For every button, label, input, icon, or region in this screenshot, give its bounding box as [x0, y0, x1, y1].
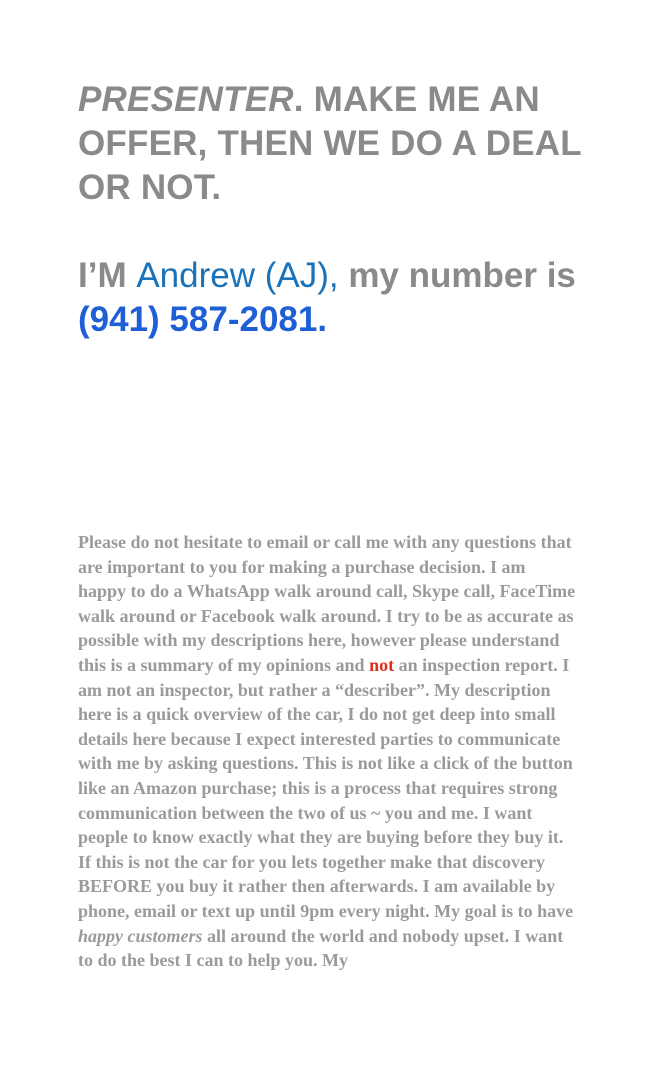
description-highlight-not: not [369, 654, 395, 675]
seller-name: Andrew (AJ), [136, 256, 339, 295]
headline [78, 78, 638, 210]
contact-line [78, 254, 648, 342]
description-paragraph [78, 530, 578, 973]
description-part-3: all around the world and nobody upset. I want to do the best I can to help you. My [78, 925, 564, 971]
description-part-2: an inspection report. I am not an inspector, but rather a “describer”. My description here is a quick overview of the car, I do not get deep into small details here because I expect interested parties to communicate with me by asking questions. This is not like a click of the button like an Amazon purchase; this is a process that requires strong communication between the two of us ~ you and me. I want people to know exactly what they are buying before they buy it. If this is not the car for you lets together make that discovery BEFORE you buy it rather then afterwards. I am available by phone, email or text up until 9pm every night. My goal is to have [78, 654, 574, 921]
description-part-1: Please do not hesitate to email or call me with any questions that are important to you for making a purchase decision. I am happy to do a WhatsApp walk around call, Skype call, FaceTime walk around or Facebook walk around. I try to be as accurate as possible with my descriptions here, however please understand this is a summary of my opinions and [78, 532, 576, 675]
headline-role: PRESENTER [78, 80, 294, 119]
headline-text: . MAKE ME AN OFFER, THEN WE DO A DEAL OR NOT. [78, 80, 582, 207]
phone-number[interactable]: (941) 587-2081. [78, 300, 328, 339]
contact-middle: my number is [338, 256, 576, 295]
description-emphasis: happy customers [78, 925, 203, 946]
contact-prefix: I’M [78, 256, 137, 295]
